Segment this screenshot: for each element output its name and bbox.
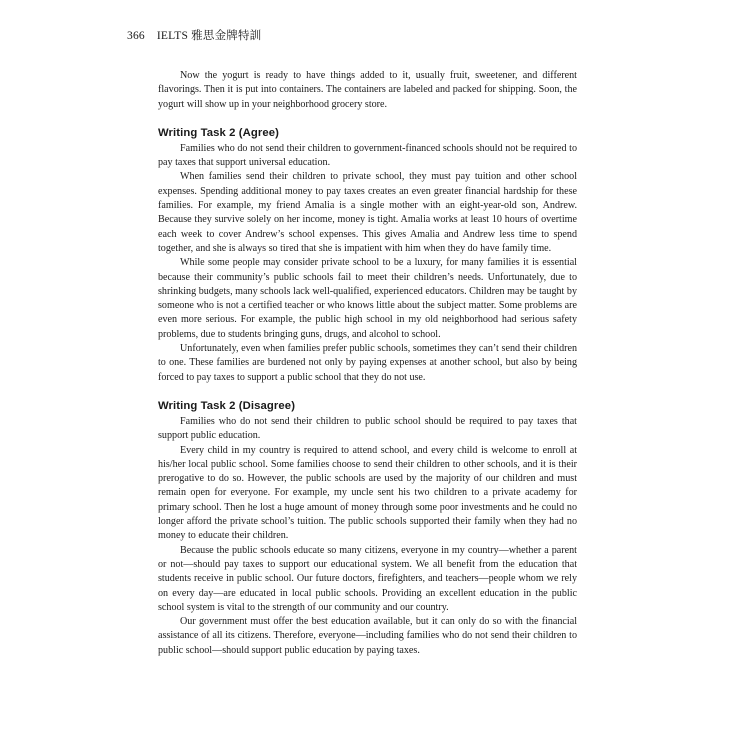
paragraph: Our government must offer the best education available, but it can only do so with the financial assistance of all its citizens. Therefore, everyone—including families who do not send their children to public school—should support public education by paying taxes. — [158, 616, 577, 656]
intro-section — [158, 69, 577, 112]
running-head — [127, 27, 261, 43]
book-title: IELTS 雅思金牌特訓 — [156, 30, 262, 42]
page-number: 366 — [127, 30, 145, 42]
paragraph: Now the yogurt is ready to have things added to it, usually fruit, sweetener, and different flavorings. Then it is put into containers. The containers are labeled and packed for shipping. Soon, the yogurt will show up in your neighborhood grocery store. — [158, 70, 577, 110]
paragraph: Unfortunately, even when families prefer public schools, sometimes they can’t send their children to one. These families are burdened not only by paying expenses at another school, but also by being forced to pay taxes to support a public school that they do not use. — [158, 343, 577, 383]
paragraph: While some people may consider private school to be a luxury, for many families it is essential because their community’s public schools fail to meet their children’s needs. Unfortunately, due to shrinking budgets, many schools lack well-qualified, experienced educators. Children may be taught by someone who is not a certified teacher or who knows little about the subject matter. Some problems are even more serious. For example, the public high school in my old neighborhood had serious safety problems, due to students bringing guns, drugs, and alcohol to school. — [158, 257, 577, 340]
paragraph: When families send their children to private school, they must pay tuition and other school expenses. Spending additional money to pay taxes creates an even greater financial hardship for these families. For example, my friend Amalia is a single mother with an eight-year-old son, Andrew. Because they survive solely on her income, money is tight. Amalia works at least 10 hours of overtime each week to cover Andrew’s school expenses. This gives Amalia and Andrew less time to spend together, and she is always so tired that she is impatient with him when they do have family time. — [158, 171, 577, 254]
paragraph: Families who do not send their children to government-financed schools should not be required to pay taxes that support universal education. — [158, 142, 577, 169]
body-text — [158, 69, 577, 658]
paragraph: Because the public schools educate so many citizens, everyone in my country—whether a parent or not—should pay taxes to support our educational system. We all benefit from the education that students receive in public school. Our future doctors, firefighters, and teachers—people whom we rely on every day—are educated in local public schools. Providing an excellent education in the public school system is vital to the strength of our community and our country. — [158, 544, 577, 613]
paragraph: Families who do not send their children to public school should be required to pay taxes that support public education. — [158, 415, 577, 442]
section-heading-agree: Writing Task 2 (Agree) — [158, 126, 280, 139]
disagree-section — [158, 400, 577, 658]
section-heading-disagree: Writing Task 2 (Disagree) — [158, 399, 296, 412]
agree-section — [158, 127, 577, 385]
paragraph: Every child in my country is required to attend school, and every child is welcome to enroll at his/her local public school. Some families choose to send their children to other schools, and it is their prerogative to do so. However, the public schools are used by the majority of our children and must remain open for everyone. For example, my uncle sent his two children to a private academy for primary school. Then he lost a huge amount of money through some poor investments and he could no longer afford the private school’s tuition. The public schools supported their family when they had no money to educate their children. — [158, 444, 577, 542]
